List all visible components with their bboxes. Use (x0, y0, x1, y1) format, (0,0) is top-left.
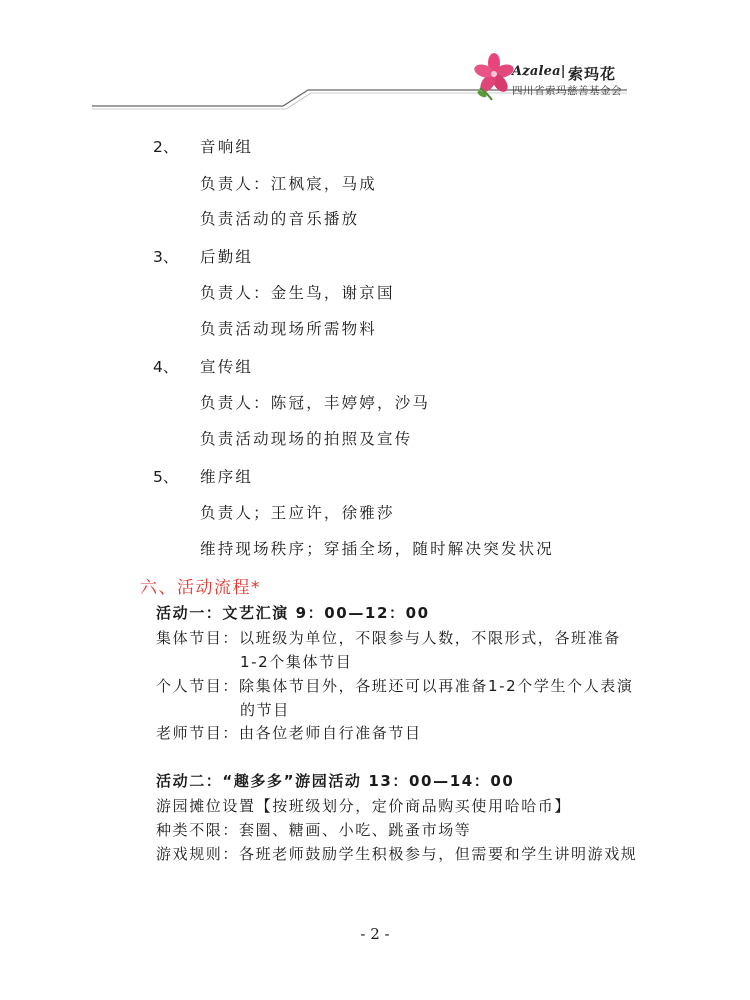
activity-two-title: 活动二：“趣多多”游园活动 13：00—14：00 (156, 772, 515, 790)
activity-line: 个人节目：除集体节目外，各班还可以再准备1-2个学生个人表演 (156, 677, 634, 695)
group-name: 宣传组 (200, 358, 254, 376)
group-lead: 负责人：陈冠，丰婷婷，沙马 (200, 394, 431, 412)
group-name: 后勤组 (200, 248, 254, 266)
foundation-logo (472, 50, 632, 102)
activity-line: 老师节目：由各位老师自行准备节目 (156, 724, 422, 742)
section-heading-activity-flow: 六、活动流程* (140, 578, 261, 598)
group-number: 5、 (153, 468, 179, 486)
group-lead: 负责人；王应许，徐雅莎 (200, 504, 395, 522)
logo-word: Azalea| (512, 64, 566, 79)
group-lead: 负责人：金生鸟，谢京国 (200, 284, 395, 302)
group-name: 维序组 (200, 468, 254, 486)
group-lead: 负责人：江枫宸，马成 (200, 175, 378, 193)
activity-one-title: 活动一：文艺汇演 9：00—12：00 (156, 604, 430, 622)
group-duty: 负责活动现场的拍照及宣传 (200, 430, 413, 448)
group-number: 2、 (153, 138, 179, 156)
header-rule (0, 0, 750, 120)
group-number: 3、 (153, 248, 179, 266)
activity-line: 游戏规则：各班老师鼓励学生积极参与，但需要和学生讲明游戏规 (156, 845, 638, 863)
group-duty: 负责活动现场所需物料 (200, 320, 378, 338)
group-number: 4、 (153, 358, 179, 376)
activity-line: 1-2个集体节目 (240, 653, 353, 671)
activity-line: 的节目 (240, 701, 290, 719)
activity-line: 游园摊位设置【按班级划分，定价商品购买使用哈哈币】 (156, 797, 572, 815)
activity-line: 种类不限：套圈、糖画、小吃、跳蚤市场等 (156, 821, 472, 839)
page-number: - 2 - (360, 925, 390, 943)
activity-line: 集体节目：以班级为单位，不限参与人数，不限形式，各班准备 (156, 629, 621, 647)
azalea-flower-icon (474, 50, 514, 102)
group-name: 音响组 (200, 138, 254, 156)
group-duty: 负责活动的音乐播放 (200, 210, 360, 228)
logo-chinese-name: 索玛花 (568, 65, 617, 83)
logo-subtitle: 四川省索玛慈善基金会 (512, 85, 622, 97)
group-duty: 维持现场秩序；穿插全场，随时解决突发状况 (200, 540, 555, 558)
